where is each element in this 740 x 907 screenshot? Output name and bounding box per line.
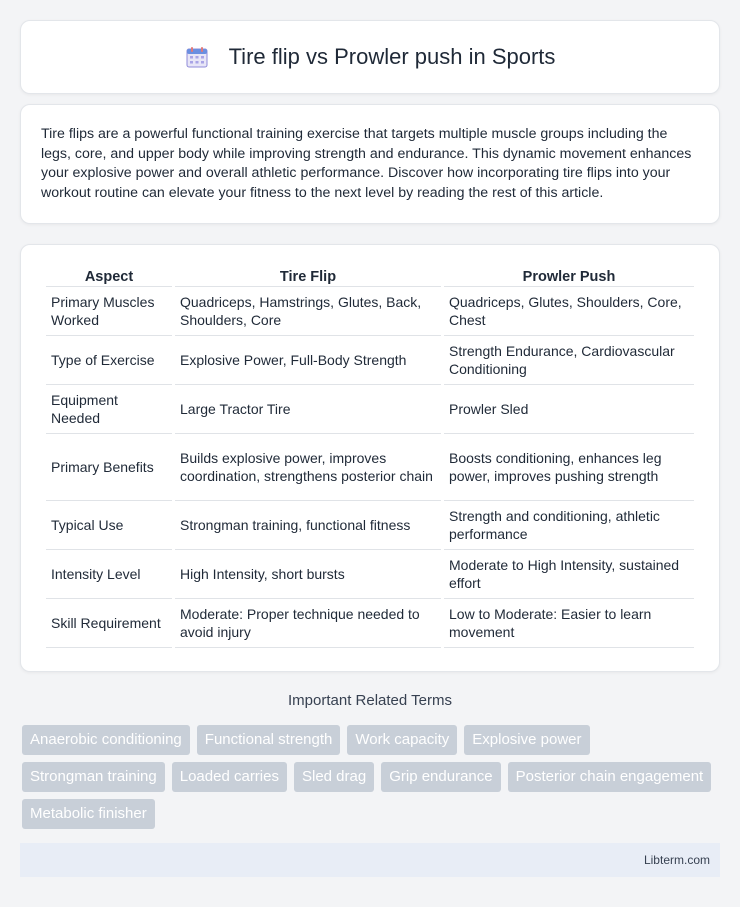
table-cell: High Intensity, short bursts bbox=[175, 550, 441, 599]
table-cell: Primary Benefits bbox=[46, 434, 172, 501]
related-term-tag[interactable]: Grip endurance bbox=[381, 762, 500, 792]
table-cell: Low to Moderate: Easier to learn movement bbox=[444, 599, 694, 648]
column-header-aspect: Aspect bbox=[46, 265, 172, 287]
table-cell: Large Tractor Tire bbox=[175, 385, 441, 434]
table-cell: Primary Muscles Worked bbox=[46, 287, 172, 336]
table-cell: Explosive Power, Full-Body Strength bbox=[175, 336, 441, 385]
table-cell: Equipment Needed bbox=[46, 385, 172, 434]
related-term-tag[interactable]: Anaerobic conditioning bbox=[22, 725, 190, 755]
intro-text: Tire flips are a powerful functional training exercise that targets multiple muscle groups including the legs, core, and upper body while improving strength and endurance. This dynamic movement enhances your explosive power and overall athletic performance. Discover how incorporating tire flips into your workout routine can elevate your fitness to the next level by reading the rest of this article. bbox=[41, 126, 692, 201]
column-header-prowler-push: Prowler Push bbox=[444, 265, 694, 287]
table-cell: Skill Requirement bbox=[46, 599, 172, 648]
related-term-tag[interactable]: Strongman training bbox=[22, 762, 165, 792]
table-row bbox=[46, 501, 694, 550]
table-row bbox=[46, 599, 694, 648]
page-title: Tire flip vs Prowler push in Sports bbox=[228, 44, 556, 69]
related-term-tag[interactable]: Work capacity bbox=[347, 725, 457, 755]
related-term-tag[interactable]: Explosive power bbox=[464, 725, 589, 755]
table-cell: Strength Endurance, Cardiovascular Conditioning bbox=[444, 336, 694, 385]
table-row bbox=[46, 385, 694, 434]
table-header-row bbox=[46, 265, 694, 287]
related-term-tag[interactable]: Loaded carries bbox=[172, 762, 287, 792]
table-row bbox=[46, 287, 694, 336]
table-cell: Moderate: Proper technique needed to avoid injury bbox=[175, 599, 441, 648]
related-term-tag[interactable]: Posterior chain engagement bbox=[508, 762, 712, 792]
table-cell: Strength and conditioning, athletic performance bbox=[444, 501, 694, 550]
table-cell: Builds explosive power, improves coordination, strengthens posterior chain bbox=[175, 434, 441, 501]
footer bbox=[20, 843, 720, 877]
table-cell: Quadriceps, Hamstrings, Glutes, Back, Shoulders, Core bbox=[175, 287, 441, 336]
comparison-table bbox=[43, 265, 697, 648]
intro-card bbox=[20, 104, 720, 224]
footer-site-link[interactable]: Libterm.com bbox=[643, 853, 710, 867]
table-cell: Strongman training, functional fitness bbox=[175, 501, 441, 550]
related-term-tag[interactable]: Sled drag bbox=[294, 762, 374, 792]
related-terms-title: Important Related Terms bbox=[288, 692, 452, 709]
title-card bbox=[20, 20, 720, 94]
related-term-tag[interactable]: Metabolic finisher bbox=[22, 799, 155, 829]
calendar-icon bbox=[185, 45, 209, 69]
related-terms-list bbox=[22, 725, 722, 829]
table-cell: Intensity Level bbox=[46, 550, 172, 599]
related-term-tag[interactable]: Functional strength bbox=[197, 725, 341, 755]
table-cell: Type of Exercise bbox=[46, 336, 172, 385]
table-row bbox=[46, 550, 694, 599]
table-cell: Boosts conditioning, enhances leg power, improves pushing strength bbox=[444, 434, 694, 501]
table-cell: Prowler Sled bbox=[444, 385, 694, 434]
table-cell: Quadriceps, Glutes, Shoulders, Core, Chest bbox=[444, 287, 694, 336]
table-cell: Moderate to High Intensity, sustained effort bbox=[444, 550, 694, 599]
comparison-card bbox=[20, 244, 720, 672]
table-cell: Typical Use bbox=[46, 501, 172, 550]
table-row bbox=[46, 434, 694, 501]
table-row bbox=[46, 336, 694, 385]
column-header-tire-flip: Tire Flip bbox=[175, 265, 441, 287]
